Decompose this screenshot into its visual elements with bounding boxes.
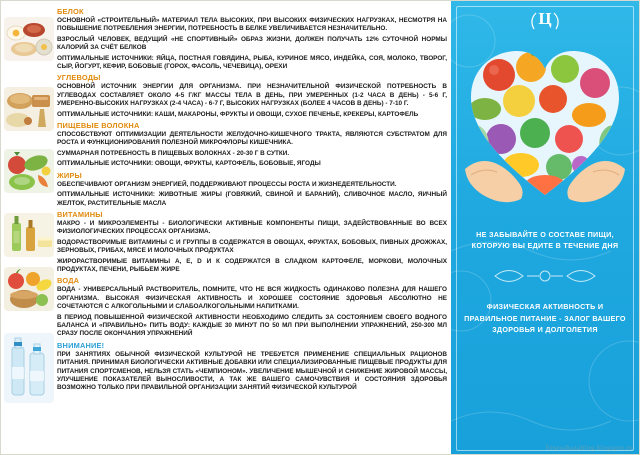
meat-and-eggs-icon: [4, 17, 54, 61]
sidebar-caption-main: НЕ ЗАБЫВАЙТЕ О СОСТАВЕ ПИЩИ, КОТОРУЮ ВЫ ЕДИТЕ В ТЕЧЕНИЕ ДНЯ: [471, 230, 619, 250]
section-vitamins: [57, 210, 447, 274]
warning-section: [57, 341, 447, 393]
warning-text: ПРИ ЗАНЯТИЯХ ОБЫЧНОЙ ФИЗИЧЕСКОЙ КУЛЬТУРОЙ НЕ ТРЕБУЕТСЯ ПРИМЕНЕНИЕ СПЕЦИАЛЬНЫХ РАЦИОНОВ ПИТАНИЯ. ПРИНИМАЯ БИОЛОГИЧЕСКИ АКТИВНЫЕ ДОБАВКИ ИЛИ СПЕЦИАЛИЗИРОВАННЫЕ ПИЩЕВЫЕ ПРОДУКТЫ ДЛЯ ПИТАНИЯ СПОРТСМЕНОВ, НЕЛЬЗЯ СТАТЬ «ЧЕМПИОНОМ». УВЕЛИЧЕНИЕ МЫШЕЧНОЙ И СНИЖЕНИЕ ЖИРОВОЙ МАССЫ, УЛУЧШЕНИЕ ПОКАЗАТЕЛЕЙ ВЫНОСЛИВОСТИ, А ТАК ЖЕ ВАШЕГО САМОЧУВСТВИЯ И СОСТОЯНИЯ ЗДОРОВЬЯ ВОЗМОЖНО ТОЛЬКО ПРИ ПРАВИЛЬНОЙ ОРГАНИЗАЦИИ ЗАНЯТИЙ ФИЗИЧЕСКОЙ КУЛЬТУРОЙ: [57, 350, 447, 392]
section-paragraph: СПОСОБСТВУЮТ ОПТИМИЗАЦИИ ДЕЯТЕЛЬНОСТИ ЖЕЛУДОЧНО-КИШЕЧНОГО ТРАКТА, ЯВЛЯЮТСЯ СУБСТРАТОМ ДЛЯ РОСТА И ФУНКЦИОНИРОВАНИЯ ПОЛЕЗНОЙ МИКРОФЛОРЫ КИШЕЧНИКА.: [57, 131, 447, 147]
section-paragraph: ОПТИМАЛЬНЫЕ ИСТОЧНИКИ: ОВОЩИ, ФРУКТЫ, КАРТОФЕЛЬ, БОБОВЫЕ, ЯГОДЫ: [57, 160, 321, 168]
bread-and-grains-icon: [4, 87, 54, 131]
sidebar-caption-secondary: ФИЗИЧЕСКАЯ АКТИВНОСТЬ И ПРАВИЛЬНОЕ ПИТАНИЕ - ЗАЛОГ ВАШЕГО ЗДОРОВЬЯ И ДОЛГОЛЕТИЯ: [464, 302, 626, 334]
section-title: ЖИРЫ: [57, 170, 82, 180]
section-paragraph: В ПЕРИОД ПОВЫШЕННОЙ ФИЗИЧЕСКОЙ АКТИВНОСТИ НЕОБХОДИМО СЛЕДИТЬ ЗА СОСТОЯНИЕМ СВОЕГО ВОДНОГО БАЛАНСА И «ПРАВИЛЬНО» ПИТЬ ВОДУ: КАЖДЫЕ 30 МИНУТ ПО 50 МЛ ПРИ ВЫПОЛНЕНИИ УПРАЖНЕНИЙ, 250-300 МЛ СРАЗУ ПОСЛЕ ОКОНЧАНИЯ УПРАЖНЕНИЙ: [57, 313, 447, 338]
section-paragraph: МАКРО - И МИКРОЭЛЕМЕНТЫ - БИОЛОГИЧЕСКИ АКТИВНЫЕ КОМПОНЕНТЫ ПИЩИ, ЗАДЕЙСТВОВАННЫЕ ВО ВСЕХ ФИЗИОЛОГИЧЕСКИХ ПРОЦЕССАХ ОРГАНИЗМА.: [57, 219, 447, 236]
section-carbs: [57, 73, 447, 119]
section-paragraph: СУММАРНАЯ ПОТРЕБНОСТЬ В ПИЩЕВЫХ ВОЛОКНАХ - 20-30 Г В СУТКИ.: [57, 149, 290, 157]
divider-ornament-icon: [485, 263, 605, 289]
logo-wreath-icon: [528, 9, 562, 31]
section-fats: [57, 171, 447, 208]
section-water: [57, 276, 447, 338]
logo-glyph: Ц: [538, 9, 552, 28]
section-title: ПИЩЕВЫЕ ВОЛОКНА: [57, 121, 140, 131]
section-title: ВИТАМИНЫ: [57, 209, 103, 219]
vegetables-icon: [4, 149, 54, 193]
sections-container: [57, 1, 453, 455]
section-paragraph: ВОДОРАСТВОРИМЫЕ ВИТАМИНЫ С И ГРУППЫ В СОДЕРЖАТСЯ В ОВОЩАХ, ФРУКТАХ, БОБОВЫХ, ПИВНЫХ ДРОЖЖАХ, ЗЕРНОВЫХ, ГРИБАХ, МЯСЕ И МОЛОЧНЫХ ПРОДУКТАХ: [57, 238, 447, 255]
section-paragraph: ОПТИМАЛЬНЫЕ ИСТОЧНИКИ: КАШИ, МАКАРОНЫ, ФРУКТЫ И ОВОЩИ, СУХОЕ ПЕЧЕНЬЕ, КРЕКЕРЫ, КАРТОФЕЛЬ: [57, 110, 419, 118]
section-title: УГЛЕВОДЫ: [57, 73, 101, 83]
section-paragraph: ВЗРОСЛЫЙ ЧЕЛОВЕК, ВЕДУЩИЙ «НЕ СПОРТИВНЫЙ» ОБРАЗ ЖИЗНИ, ДОЛЖЕН ПОЛУЧАТЬ 12% СУТОЧНОЙ НОРМЫ КАЛОРИЙ ЗА СЧЁТ БЕЛКОВ: [57, 35, 447, 52]
section-title: БЕЛОК: [57, 7, 84, 16]
section-paragraph: ОПТИМАЛЬНЫЕ ИСТОЧНИКИ: ЯЙЦА, ПОСТНАЯ ГОВЯДИНА, РЫБА, КУРИНОЕ МЯСО, ИНДЕЙКА, СОЯ, МОЛОКО, ТВОРОГ, СЫР, ЙОГУРТ, КЕФИР, БОБОВЫЕ (ГОРОХ, ФАСОЛЬ, ЧЕЧЕВИЦА), ОРЕХИ: [57, 54, 447, 71]
warning-title: ВНИМАНИЕ!: [57, 340, 105, 350]
section-paragraph: ЖИРОРАСТВОРИМЫЕ ВИТАМИНЫ А, Е, D И К СОДЕРЖАТСЯ В СЛАДКОМ КАРТОФЕЛЕ, МОРКОВИ, МОЛОЧНЫХ ПРОДУКТАХ, ПЕЧЕНИ, РЫБЬЕМ ЖИРЕ: [57, 257, 447, 273]
fruit-basket-icon: [4, 267, 54, 311]
heart-of-food-illustration: [461, 35, 629, 211]
section-protein: [57, 7, 447, 71]
oil-and-butter-icon: [4, 213, 54, 257]
section-title: ВОДА: [57, 276, 80, 286]
watermark: fitnessbazablog.blogspot.ru: [545, 444, 633, 452]
section-paragraph: ОПТИМАЛЬНЫЕ ИСТОЧНИКИ: ЖИВОТНЫЕ ЖИРЫ (ГОВЯЖИЙ, СВИНОЙ И БАРАНИЙ), СЛИВОЧНОЕ МАСЛО, ЯИЧНЫЙ ЖЕЛТОК, РАСТИТЕЛЬНЫЕ МАСЛА: [57, 191, 447, 207]
section-paragraph: ВОДА - УНИВЕРСАЛЬНЫЙ РАСТВОРИТЕЛЬ, ПОМНИТЕ, ЧТО НЕ ВСЯ ЖИДКОСТЬ ОДИНАКОВО ПОЛЕЗНА ДЛЯ НАШЕГО ОРГАНИЗМА. ВЫСОКАЯ ФИЗИЧЕСКАЯ АКТИВНОСТЬ И ХОРОШЕЕ СОСТОЯНИЕ ЗДОРОВЬЯ АБСОЛЮТНО НЕ СОЧЕТАЮТСЯ С АЛКОГОЛЬНЫМИ И СЛАБОАЛКОГОЛЬНЫМИ НАПИТКАМИ.: [57, 286, 447, 311]
section-paragraph: ОСНОВНОЙ ИСТОЧНИК ЭНЕРГИИ ДЛЯ ОРГАНИЗМА. ПРИ НЕЗНАЧИТЕЛЬНОЙ ФИЗИЧЕСКОЙ ПОТРЕБНОСТЬ В УГЛЕВОДАХ СОСТАВЛЯЕТ ОКОЛО 4-5 Г/КГ МАССЫ ТЕЛА В ДЕНЬ, ПРИ УМЕРЕННЫХ (1-2 ЧАСА В ДЕНЬ) - 5-6 Г, УМЕРЕННО-ВЫСОКИХ НАГРУЗКАХ (2-4 ЧАСА) - 6-7 Г, ВЫСОКИХ НАГРУЗКАХ (БОЛЕЕ 4 ЧАСОВ В ДЕНЬ) - 7-10 Г.: [57, 83, 447, 108]
water-bottles-icon: [4, 333, 54, 403]
food-icon-strip: [1, 1, 57, 455]
content-column: [1, 1, 453, 455]
section-paragraph: ОСНОВНОЙ «СТРОИТЕЛЬНЫЙ» МАТЕРИАЛ ТЕЛА ВЫСОКИХ, ПРИ ВЫСОКИХ ФИЗИЧЕСКИХ НАГРУЗКАХ, НЕСМОТРЯ НА ПОВЫШЕНИЕ ПОТРЕБЛЕНИЯ ЭНЕРГИИ, ПОТРЕБНОСТЬ В БЕЛКЕ УВЕЛИЧИВАЕТСЯ НЕЗНАЧИТЕЛЬНО.: [57, 17, 447, 33]
section-fiber: [57, 121, 447, 169]
section-paragraph: ОБЕСПЕЧИВАЮТ ОРГАНИЗМ ЭНЕРГИЕЙ, ПОДДЕРЖИВАЮТ ПРОЦЕССЫ РОСТА И ЖИЗНЕДЕЯТЕЛЬНОСТИ.: [57, 180, 397, 188]
sidebar-panel: [451, 1, 639, 455]
